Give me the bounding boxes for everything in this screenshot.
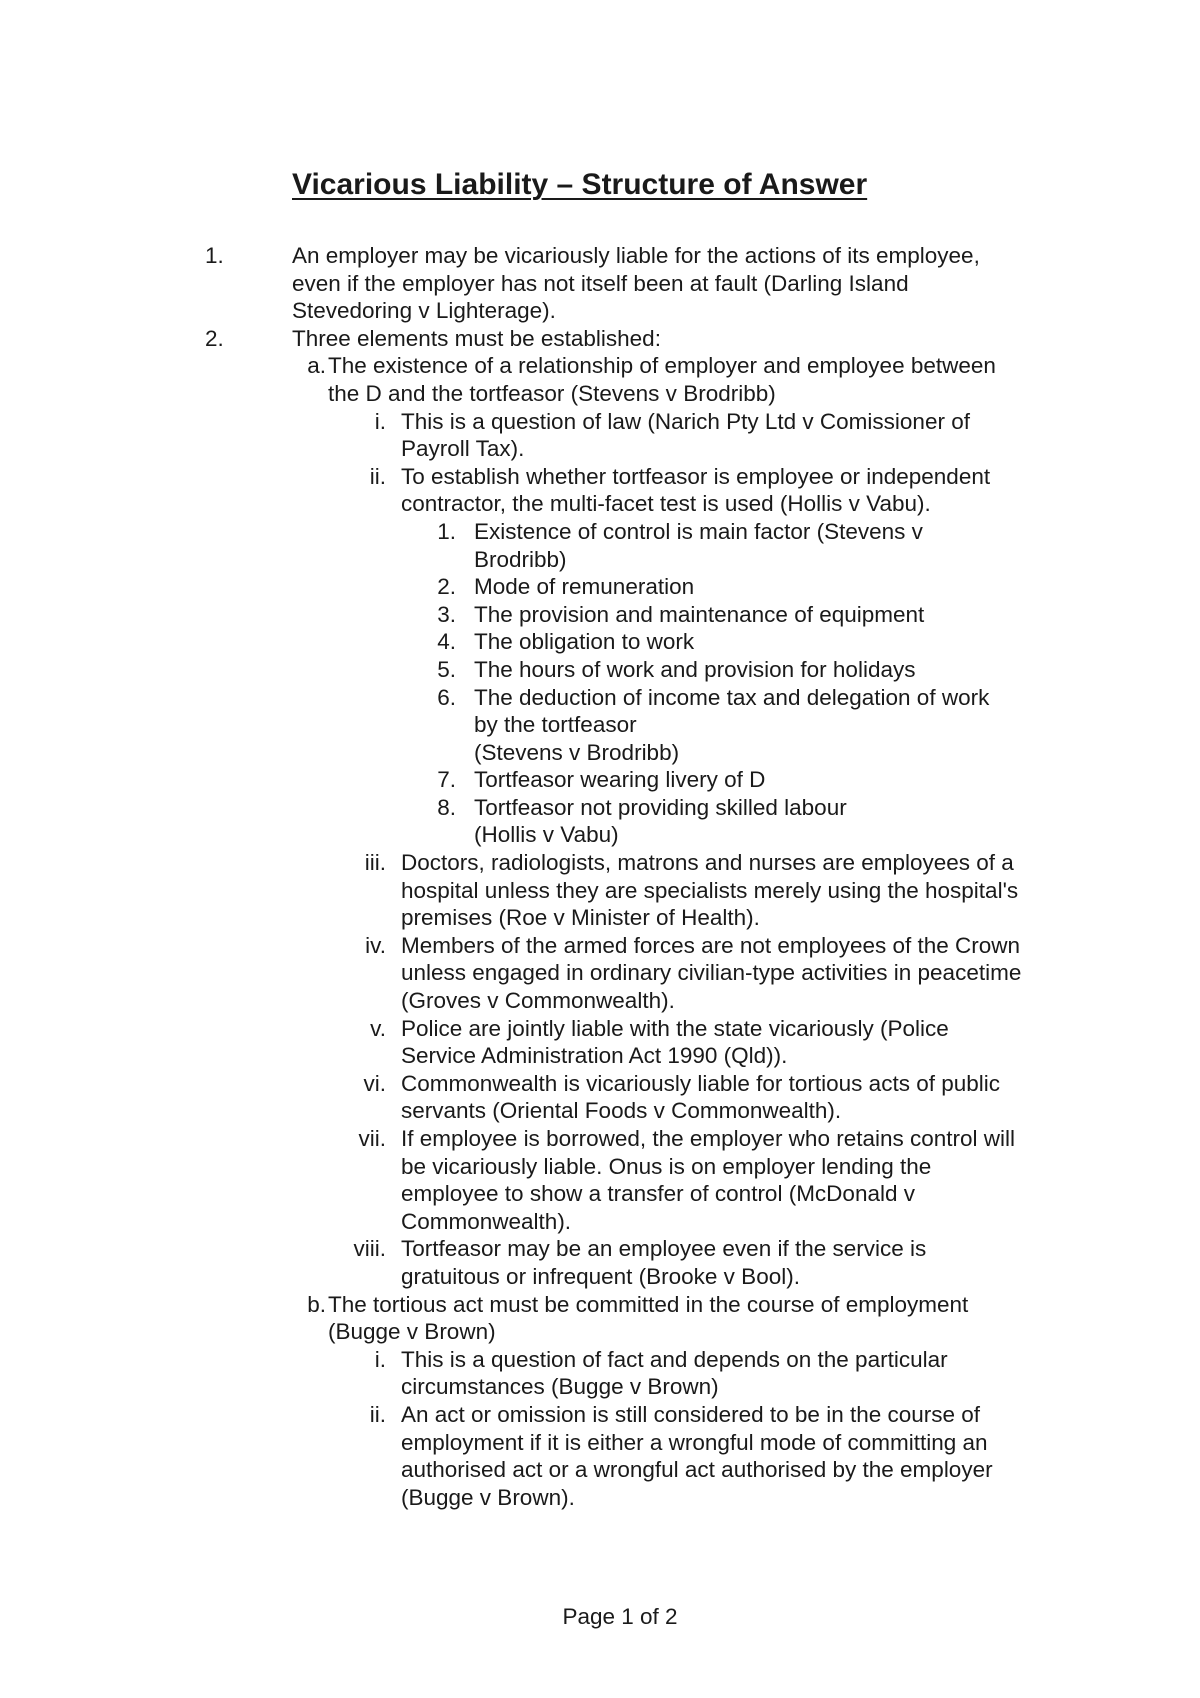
list-item-text: The deduction of income tax and delegation of work by the tortfeasor (Stevens v Brodribb) — [474, 684, 990, 765]
list-item-level-3 — [0, 408, 1200, 463]
list-item-text: Doctors, radiologists, matrons and nurses are employees of a hospital unless they are specialists merely using the hospital's premises (Roe v Minister of Health). — [401, 850, 1019, 931]
list-marker: 4. — [437, 629, 456, 655]
list-item-text: To establish whether tortfeasor is employee or independent contractor, the multi-facet test is used (Hollis v Vabu). — [401, 463, 991, 517]
list-item-text: The provision and maintenance of equipment — [474, 601, 925, 627]
list-item-text: Existence of control is main factor (Stevens v Brodribb) — [474, 518, 923, 572]
list-marker: 3. — [437, 601, 456, 627]
list-item-level-3 — [0, 1125, 1200, 1235]
list-marker: vi. — [363, 1070, 386, 1096]
list-marker: i. — [374, 408, 386, 434]
list-marker: 8. — [437, 794, 456, 820]
list-marker: 2. — [437, 574, 456, 600]
document-title: Vicarious Liability – Structure of Answer — [292, 168, 868, 201]
list-marker: 1. — [437, 518, 456, 544]
list-item-text: This is a question of law (Narich Pty Ltd v Comissioner of Payroll Tax). — [401, 408, 970, 462]
list-item-level-4 — [0, 656, 1200, 684]
list-item-level-3 — [0, 1401, 1200, 1511]
list-marker: viii. — [353, 1236, 386, 1262]
list-marker: iii. — [364, 850, 386, 876]
list-item-text: If employee is borrowed, the employer who retains control will be vicariously liable. Onus is on employer lending the employee to show a transfer of control (McDonald v Commonwealth). — [401, 1126, 1016, 1234]
list-item-level-4 — [0, 628, 1200, 656]
page-footer: Page 1 of 2 — [562, 1604, 678, 1629]
list-item-text: Members of the armed forces are not employees of the Crown unless engaged in ordinary civilian-type activities in peacetime (Groves v Commonwealth). — [401, 932, 1022, 1014]
list-marker: ii. — [369, 463, 386, 489]
list-item-level-2 — [0, 1291, 1200, 1346]
list-item-text: Mode of remuneration — [474, 574, 695, 600]
list-item-text: An act or omission is still considered to be in the course of employment if it is either a wrongful mode of committing an authorised act or a wrongful act authorised by the employer (Bugge v Brown). — [401, 1401, 993, 1510]
list-marker: vii. — [358, 1126, 386, 1151]
list-marker: 6. — [437, 684, 456, 710]
list-item-level-3 — [0, 932, 1200, 1015]
list-marker: 2. — [205, 325, 224, 351]
list-item-text: Tortfeasor may be an employee even if the service is gratuitous or infrequent (Brooke v Bool). — [401, 1236, 927, 1289]
list-marker: 5. — [437, 656, 456, 682]
list-item-text: Police are jointly liable with the state vicariously (Police Service Administration Act 1990 (Qld)). — [401, 1015, 949, 1069]
list-marker: v. — [370, 1015, 386, 1041]
list-item-text: The existence of a relationship of employer and employee between the D and the tortfeasor (Stevens v Brodribb) — [328, 353, 996, 406]
list-item-text: Tortfeasor not providing skilled labour (Hollis v Vabu) — [474, 794, 847, 848]
list-marker: ii. — [369, 1401, 386, 1427]
list-item-level-3 — [0, 1015, 1200, 1070]
list-item-text: Tortfeasor wearing livery of D — [474, 767, 766, 793]
list-item-level-1 — [0, 242, 1200, 325]
list-item-level-1 — [0, 325, 1200, 353]
list-item-level-4 — [0, 573, 1200, 601]
list-marker: iv. — [365, 932, 386, 958]
list-item-level-3 — [0, 849, 1200, 932]
list-marker: a. — [307, 353, 326, 379]
list-item-level-3 — [0, 1235, 1200, 1290]
list-item-level-4 — [0, 794, 1200, 849]
list-marker: b. — [307, 1291, 326, 1317]
document-body — [0, 242, 1200, 1511]
list-item-text: The hours of work and provision for holidays — [474, 656, 916, 682]
list-item-text: Commonwealth is vicariously liable for tortious acts of public servants (Oriental Foods v Commonwealth). — [401, 1070, 1000, 1124]
list-item-level-2 — [0, 352, 1200, 407]
list-item-level-3 — [0, 1070, 1200, 1125]
list-item-level-4 — [0, 766, 1200, 794]
list-marker: 7. — [437, 767, 456, 793]
list-item-text: The obligation to work — [474, 629, 695, 655]
list-item-text: The tortious act must be committed in the course of employment (Bugge v Brown) — [328, 1291, 969, 1345]
list-item-level-4 — [0, 601, 1200, 629]
list-marker: 1. — [205, 243, 224, 268]
list-item-text: Three elements must be established: — [292, 325, 661, 351]
list-item-text: This is a question of fact and depends on the particular circumstances (Bugge v Brown) — [401, 1346, 948, 1400]
list-item-text: An employer may be vicariously liable for the actions of its employee, even if the employer has not itself been at fault (Darling Island Stevedoring v Lighterage). — [292, 243, 980, 324]
list-item-level-4 — [0, 518, 1200, 573]
list-item-level-4 — [0, 684, 1200, 767]
list-item-level-3 — [0, 463, 1200, 518]
list-marker: i. — [374, 1346, 386, 1372]
list-item-level-3 — [0, 1346, 1200, 1401]
